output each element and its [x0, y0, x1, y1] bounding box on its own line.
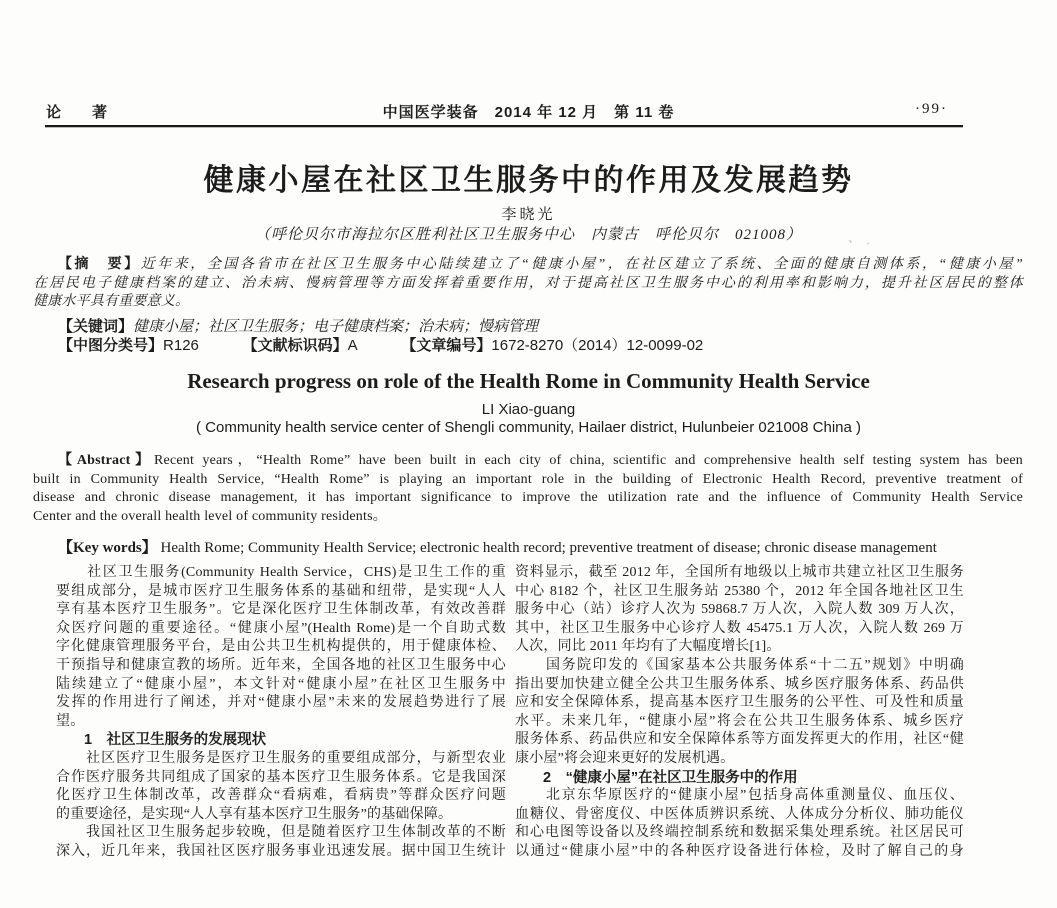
abstract-en-text: Recent years，“Health Rome” have been built in each city of china, scientific and comprehensive health self testing system has been [154, 453, 1023, 468]
journal-header-title: 中国医学装备 2014 年 12 月 第 11 卷 [382, 104, 675, 121]
abstract-en [33, 452, 1023, 526]
text-line: 其中，社区卫生服务中心诊疗人数 45475.1 万人次，入院人数 269 万 [515, 620, 964, 636]
text-line: 化医疗卫生体制改革，改善群众“看病难，看病贵”等群众医疗问题 [56, 788, 506, 804]
clc-label: 【中图分类号】 [58, 337, 164, 354]
text-line: 中心 8182 个，社区卫生服务站 25380 个，2012 年全国各地社区卫生 [515, 583, 964, 599]
text-line: 资料显示，截至 2012 年，全国所有地级以上城市共建立社区卫生服务 [515, 565, 964, 580]
section-heading-1: 1 社区卫生服务的发展现状 [84, 732, 267, 749]
text-line: 陆续建立了“健康小屋”，本文针对“健康小屋”在社区卫生服务中 [56, 676, 506, 692]
keywords-en-text: Health Rome; Community Health Service; electronic health record; preventive treatment of disease; chronic disease management [160, 540, 937, 556]
keywords-cn [58, 317, 1023, 337]
text-line: 服务体系、药品供应和安全保障体系等方面发挥更大的作用，社区“健 [515, 732, 964, 748]
text-line: Center and the overall health level of community residents。 [33, 508, 387, 524]
keywords-en [58, 538, 1023, 559]
text-line: 健康水平具有重要意义。 [33, 294, 190, 310]
abstract-cn-continuation [33, 275, 1023, 312]
author-en: LI Xiao-guang [481, 401, 576, 418]
paragraph [56, 564, 506, 731]
text-line: 干预指导和健康宣教的场所。近年来，全国各地的社区卫生服务中心 [56, 657, 506, 673]
pen-marks-artifact: 、ˏ [848, 231, 876, 245]
clc-value: R126 [163, 337, 199, 354]
text-line: 合作医疗服务共同组成了国家的基本医疗卫生服务体系。它是我国深 [56, 769, 506, 785]
header-rule [45, 125, 963, 127]
keywords-label-en: 【Key words】 [58, 540, 157, 556]
abstract-cn-text: 近年来，全国各省市在社区卫生服务中心陆续建立了“健康小屋”，在社区建立了系统、全面的健康自测体系，“健康小屋” [140, 257, 1023, 272]
doc-code-value: A [347, 337, 358, 354]
text-line: 要组成部分，是城市医疗卫生服务体系的基础和纽带，是实现“人人 [56, 583, 506, 599]
body-left-column [56, 564, 506, 862]
journal-section-label: 论 著 [46, 104, 116, 121]
text-line: 国务院印发的《国家基本公共服务体系“十二五”规划》中明确 [515, 657, 964, 673]
text-line: built in Community Health Service, “Health Rome” is playing an important role in the building of Electronic Health Record, preventive treatment of [33, 471, 1023, 487]
affiliation-en: ( Community health service center of Shengli community, Hailaer district, Hulunbeier 021008 China ) [195, 419, 862, 436]
paragraph [56, 750, 506, 824]
text-line: 北京东华原医疗的“健康小屋”包括身高体重测量仪、血压仪、 [515, 788, 964, 804]
article-id-value: 1672-8270（2014）12-0099-02 [491, 337, 704, 354]
meta-line [58, 336, 1023, 356]
text-line: 深入，近几年来，我国社区医疗服务事业迅速发展。据中国卫生统计 [56, 843, 506, 859]
text-line: disease and chronic disease management, it has important significance to improve the utilization rate and the influence of Community Health Service [33, 490, 1023, 506]
article-id-label: 【文章编号】 [401, 337, 492, 354]
paragraph [515, 564, 964, 657]
paragraph [515, 787, 964, 861]
text-line: 水平。未来几年，“健康小屋”将会在公共卫生服务体系、城乡医疗 [515, 713, 964, 729]
text-line: 发挥的作用进行了阐述，并对“健康小屋”未来的发展趋势进行了展 [56, 695, 506, 711]
article-title-cn: 健康小屋在社区卫生服务中的作用及发展趋势 [203, 164, 854, 197]
doc-code-label: 【文献标识码】 [242, 337, 348, 354]
text-line: 血糖仪、骨密度仪、中医体质辨识系统、人体成分分析仪、肺功能仪 [515, 806, 964, 822]
text-line: 以通过“健康小屋”中的各种医疗设备进行体检，及时了解自己的身 [515, 843, 964, 859]
abstract-en-first-line [33, 452, 1023, 471]
article-title-en: Research progress on role of the Health Rome in Community Health Service [187, 369, 870, 393]
page-number: ·99· [915, 101, 948, 117]
keywords-cn-text: 健康小屋；社区卫生服务；电子健康档案；治未病；慢病管理 [133, 319, 539, 335]
abstract-label-cn: 【摘 要】 [58, 255, 141, 271]
abstract-cn [33, 254, 1023, 312]
affiliation-cn: （呼伦贝尔市海拉尔区胜利社区卫生服务中心 内蒙古 呼伦贝尔 021008） [254, 227, 802, 243]
author-cn: 李晓光 [501, 207, 556, 223]
paragraph [56, 824, 506, 861]
text-line: 字化健康管理服务平台，是由公共卫生机构提供的，用于健康体检、 [56, 639, 506, 655]
text-line: 指出要加快建立健全公共卫生服务体系、城乡医疗服务体系、药品供 [515, 676, 964, 692]
text-line: 社区医疗卫生服务是医疗卫生服务的重要组成部分，与新型农业 [56, 750, 506, 766]
text-line: 和心电图等设备以及终端控制系统和数据采集处理系统。社区居民可 [515, 825, 964, 841]
text-line: 在居民电子健康档案的建立、治未病、慢病管理等方面发挥着重要作用，对于提高社区卫生服务中心的利用率和影响力，提升社区居民的整体 [33, 275, 1023, 291]
section-heading-2: 2 “健康小屋”在社区卫生服务中的作用 [543, 769, 798, 786]
body-right-column [515, 564, 964, 862]
text-line: 康小屋”将会迎来更好的发展机遇。 [515, 750, 735, 766]
abstract-cn-first-line [33, 254, 1023, 275]
paragraph [515, 657, 964, 769]
text-line: 享有基本医疗卫生服务”。它是深化医疗卫生体制改革，有效改善群 [56, 602, 506, 618]
text-line: 社区卫生服务(Community Health Service，CHS)是卫生工作的重 [56, 565, 506, 580]
abstract-label-en: 【Abstract】 [58, 453, 155, 468]
text-line: 应和安全保障体系，提高基本医疗卫生服务的公平性、可及性和质量 [515, 695, 964, 711]
keywords-label-cn: 【关键词】 [58, 318, 134, 335]
text-line: 众医疗问题的重要途径。“健康小屋”(Health Rome)是一个自助式数 [56, 620, 506, 636]
text-line: 的重要途径，是实现“人人享有基本医疗卫生服务”的基础保障。 [56, 806, 453, 822]
text-line: 我国社区卫生服务起步较晚，但是随着医疗卫生体制改革的不断 [56, 825, 506, 841]
text-line: 服务中心（站）诊疗人次为 59868.7 万人次，入院人数 309 万人次， [515, 602, 964, 618]
abstract-en-continuation [33, 471, 1023, 527]
text-line: 望。 [56, 713, 85, 729]
text-line: 人次，同比 2011 年均有了大幅度增长[1]。 [515, 639, 781, 655]
